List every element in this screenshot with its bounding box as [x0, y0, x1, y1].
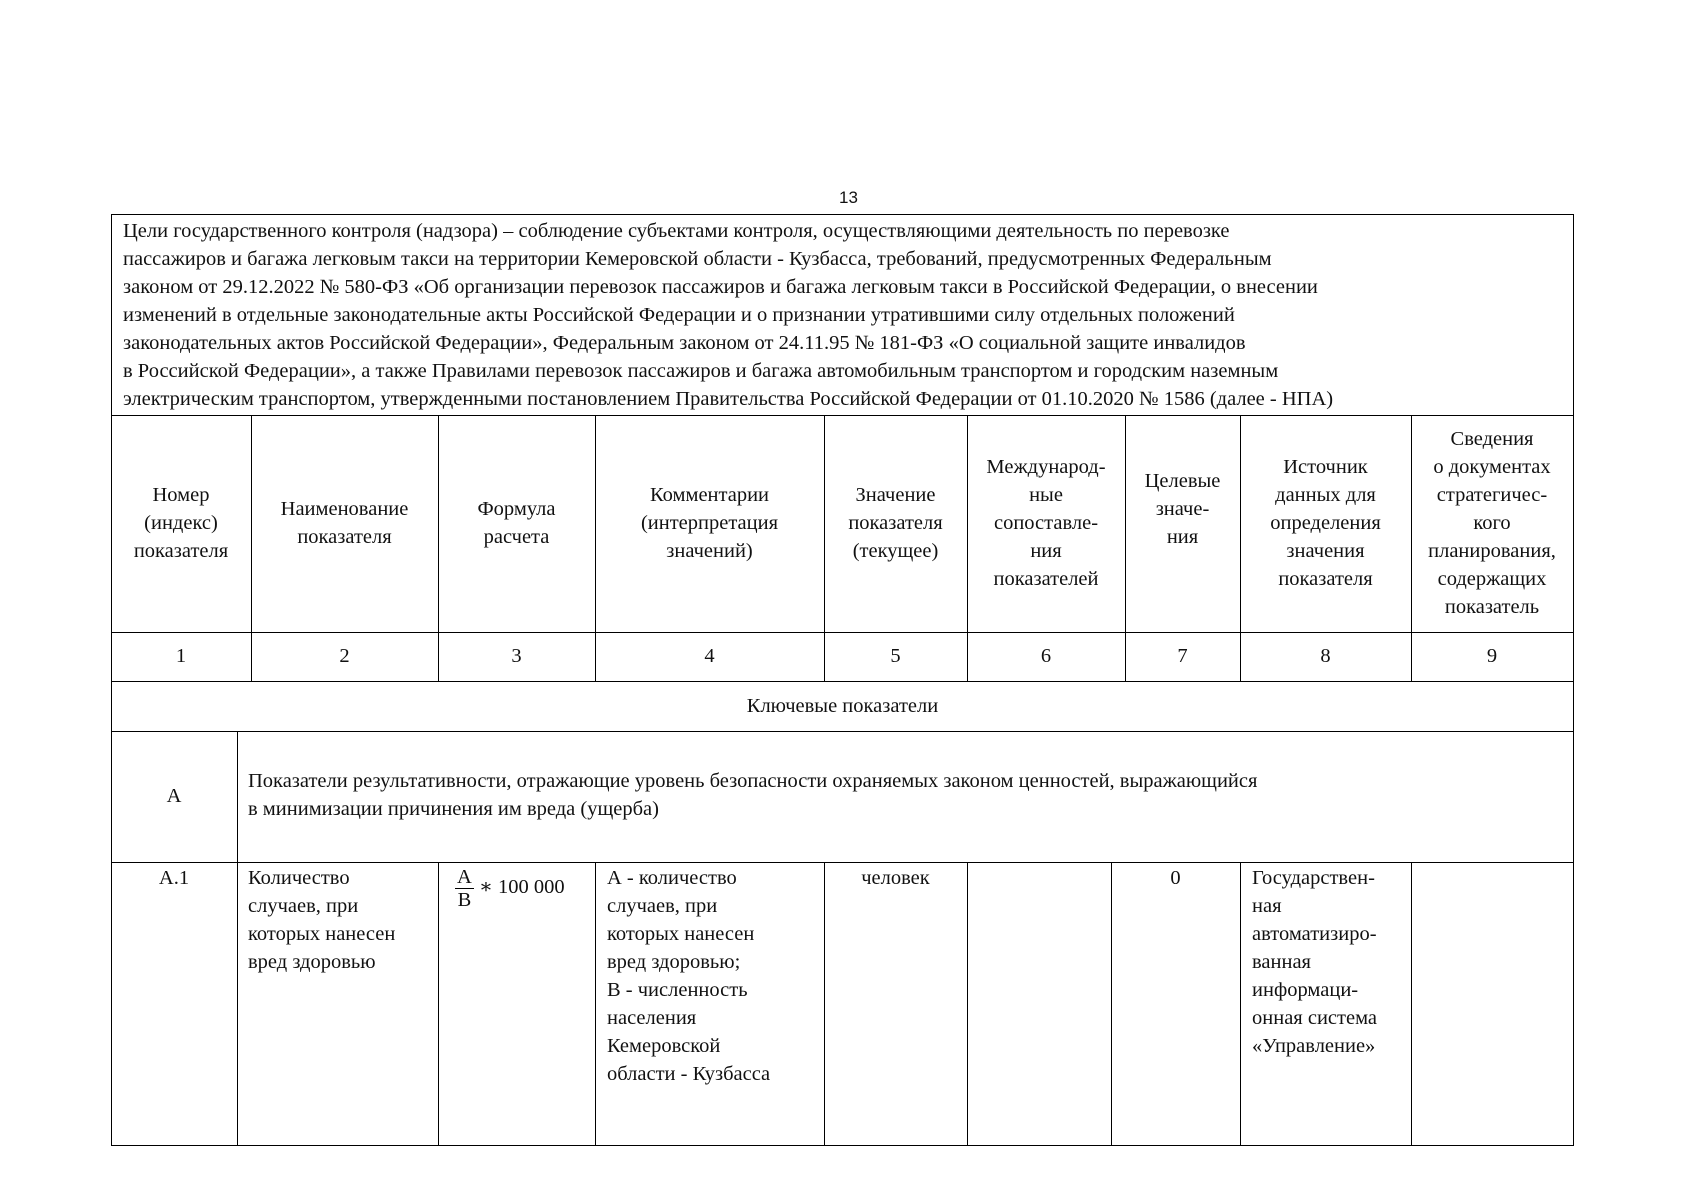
column-number: 3 — [511, 645, 522, 667]
header-source: Источник данных для определения значения показателя — [1270, 456, 1381, 590]
formula-numerator: А — [457, 866, 472, 888]
goal-line: в Российской Федерации», а также Правилами перевозок пассажиров и багажа автомобильным транспортом и городским наземным — [123, 360, 1279, 382]
col-divider — [438, 862, 439, 1146]
row-a1-name: Количество случаев, при которых нанесен вред здоровью — [248, 867, 396, 973]
column-number: 9 — [1486, 645, 1498, 667]
column-number: 2 — [339, 645, 350, 667]
column-number: 6 — [1040, 645, 1052, 667]
number-row-divider — [111, 681, 1574, 682]
column-number: 5 — [890, 645, 901, 667]
column-number: 1 — [175, 645, 187, 667]
header-international: Международ- ные сопоставле- ния показателей — [986, 456, 1106, 590]
key-row-divider — [111, 731, 1574, 732]
goal-line: законодательных актов Российской Федерации», Федеральным законом от 24.11.95 № 181-ФЗ «О социальной защите инвалидов — [123, 332, 1246, 354]
header-name: Наименование показателя — [280, 498, 409, 548]
col-divider — [595, 862, 596, 1146]
header-formula: Формула расчета — [477, 498, 556, 548]
col-divider — [967, 862, 968, 1146]
row-a1-source: Государствен- ная автоматизиро- ванная информаци- онная система «Управление» — [1252, 867, 1378, 1057]
row-a1-target: 0 — [1170, 867, 1181, 889]
row-a1-comment: А - количество случаев, при которых нанесен вред здоровью; В - численность населения Кемеровской области - Кузбасса — [607, 867, 771, 1085]
header-strategic-docs: Сведения о документах стратегичес- кого планирования, содержащих показатель — [1428, 428, 1556, 618]
column-number: 7 — [1177, 645, 1188, 667]
header-comments: Комментарии (интерпретация значений) — [640, 484, 779, 562]
col-divider — [1411, 862, 1412, 1146]
key-indicators-title: Ключевые показатели — [746, 695, 939, 717]
column-number: 8 — [1320, 645, 1331, 667]
col-divider — [1240, 862, 1241, 1146]
header-index: Номер (индекс) показателя — [133, 484, 229, 562]
row-a1-formula — [455, 866, 565, 911]
goal-row-divider — [111, 415, 1574, 416]
goal-line: изменений в отдельные законодательные акты Российской Федерации и о признании утратившими силу отдельных положений — [123, 304, 1235, 326]
column-number: 4 — [704, 645, 715, 667]
goal-line: пассажиров и багажа легковым такси на территории Кемеровской области - Кузбасса, требований, предусмотренных Федеральным — [123, 248, 1272, 270]
table-border-right — [1573, 214, 1574, 1146]
section-row-divider — [111, 862, 1574, 863]
header-target: Целевые значе- ния — [1144, 470, 1221, 548]
goal-line: электрическим транспортом, утвержденными постановлением Правительства Российской Федерации от 01.10.2020 № 1586 (далее - НПА) — [123, 388, 1334, 410]
header-current-value: Значение показателя (текущее) — [848, 484, 943, 562]
row-a1-current-value: человек — [861, 867, 930, 889]
formula-fraction — [455, 866, 474, 911]
col-divider — [824, 862, 825, 1146]
col-divider — [237, 731, 238, 1146]
table-border-bottom — [111, 1145, 1574, 1146]
col-divider — [1111, 862, 1112, 1146]
section-a-index: А — [166, 785, 182, 807]
formula-denominator: В — [457, 889, 472, 911]
goal-line: законом от 29.12.2022 № 580-ФЗ «Об организации перевозок пассажиров и багажа легковым такси в Российской Федерации, о внесении — [123, 276, 1318, 298]
goal-line: Цели государственного контроля (надзора) – соблюдение субъектами контроля, осуществляющими деятельность по перевозке — [123, 220, 1230, 242]
page-number: 13 — [839, 188, 858, 207]
table-border-top — [111, 214, 1574, 215]
indicator-table — [111, 214, 1574, 1146]
section-a-text: Показатели результативности, отражающие уровень безопасности охраняемых законом ценностей, выражающийся в минимизации причинения им вреда (ущерба) — [248, 770, 1258, 820]
goal-text — [123, 217, 1333, 413]
row-a1-index: А.1 — [158, 867, 190, 889]
formula-multiplier: ∗ 100 000 — [478, 876, 565, 899]
table-border-left — [111, 214, 112, 1146]
header-row-divider — [111, 632, 1574, 633]
